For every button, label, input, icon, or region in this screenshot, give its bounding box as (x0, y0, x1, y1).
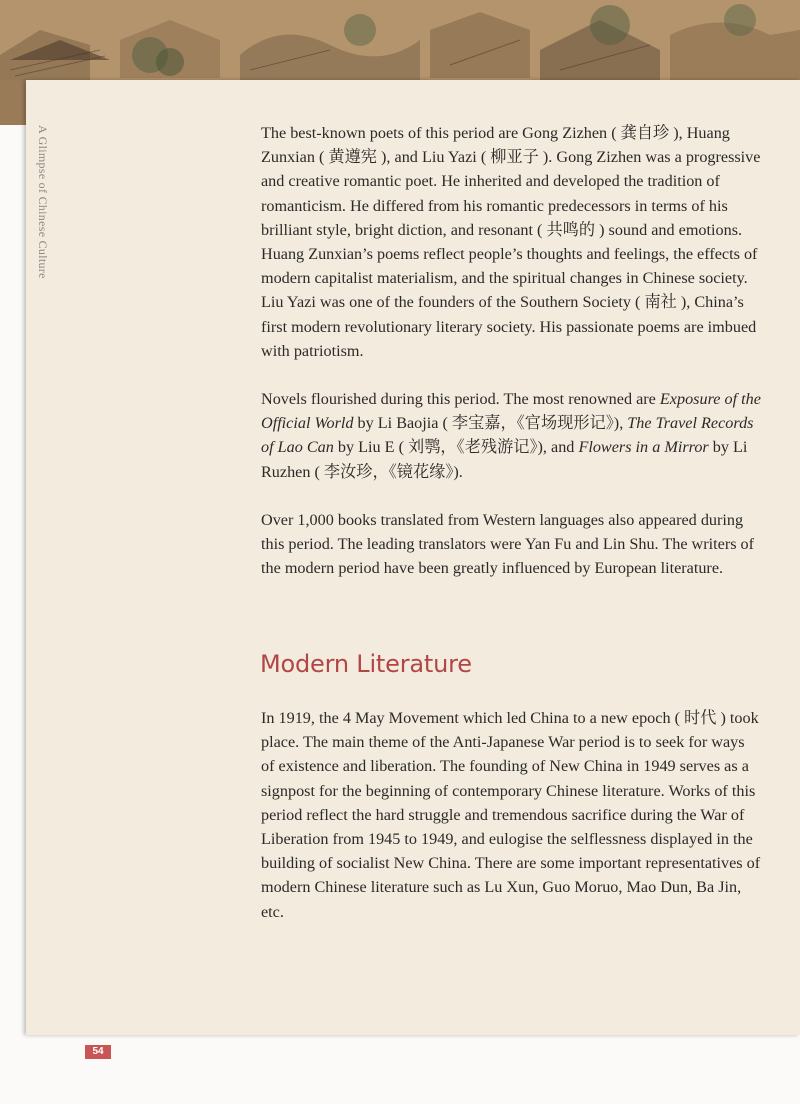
novel-title-lao-can: The Travel Records of Lao Can (261, 414, 754, 457)
section-body-text (261, 706, 761, 924)
novel-title-flowers: Flowers in a Mirror (578, 438, 709, 457)
novels-text-2: by Li Baojia ( 李宝嘉，《官场现形记》), (353, 414, 628, 433)
paragraph-novels (261, 387, 761, 484)
paragraph-modern-literature: In 1919, the 4 May Movement which led China to a new epoch ( 时代 ) took place. The main theme of the Anti-Japanese War period is to seek for ways of existence and liberation. The founding of New China in 1949 serves as a signpost for the beginning of contemporary Chinese literature. Works of this period reflect the hard struggle and tremendous sacrifice during the War of Liberation from 1945 to 1949, and eulogise the selflessness displayed in the building of socialist New China. There are some important representatives of modern Chinese literature such as Lu Xun, Guo Moruo, Mao Dun, Ba Jin, etc. (261, 709, 761, 921)
novels-text-3: by Liu E ( 刘鹗，《老残游记》), and (333, 438, 579, 457)
novels-text-4: by Li Ruzhen ( 李汝珍，《镜花缘》). (261, 438, 748, 481)
novels-text-1: Novels flourished during this period. The most renowned are (261, 390, 660, 409)
body-text (261, 121, 761, 580)
paragraph-translations: Over 1,000 books translated from Western languages also appeared during this period. The leading translators were Yan Fu and Lin Shu. The writers of the modern period have been greatly influenced by European literature. (261, 510, 755, 578)
paragraph-poets: The best-known poets of this period are Gong Zizhen ( 龚自珍 ), Huang Zunxian ( 黄遵宪 ), and Liu Yazi ( 柳亚子 ). Gong Zizhen was a progressive and creative romantic poet. He inherited and developed the tradition of romanticism. He differed from his romantic predecessors in terms of his brilliant style, bright diction, and resonant ( 共鸣的 ) sound and emotions. Huang Zunxian’s poems reflect people’s thoughts and feelings, the effects of modern capitalist materialism, and the spiritual changes in Chinese society. Liu Yazi was one of the founders of the Southern Society ( 南社 ), China’s first modern revolutionary literary society. His passionate poems are imbued with patriotism. (261, 124, 761, 360)
section-heading: Modern Literature (260, 650, 472, 678)
running-side-title: A Glimpse of Chinese Culture (36, 125, 50, 279)
novel-title-exposure: Exposure of the Official World (261, 390, 761, 433)
page-number-badge: 54 (85, 1045, 111, 1059)
